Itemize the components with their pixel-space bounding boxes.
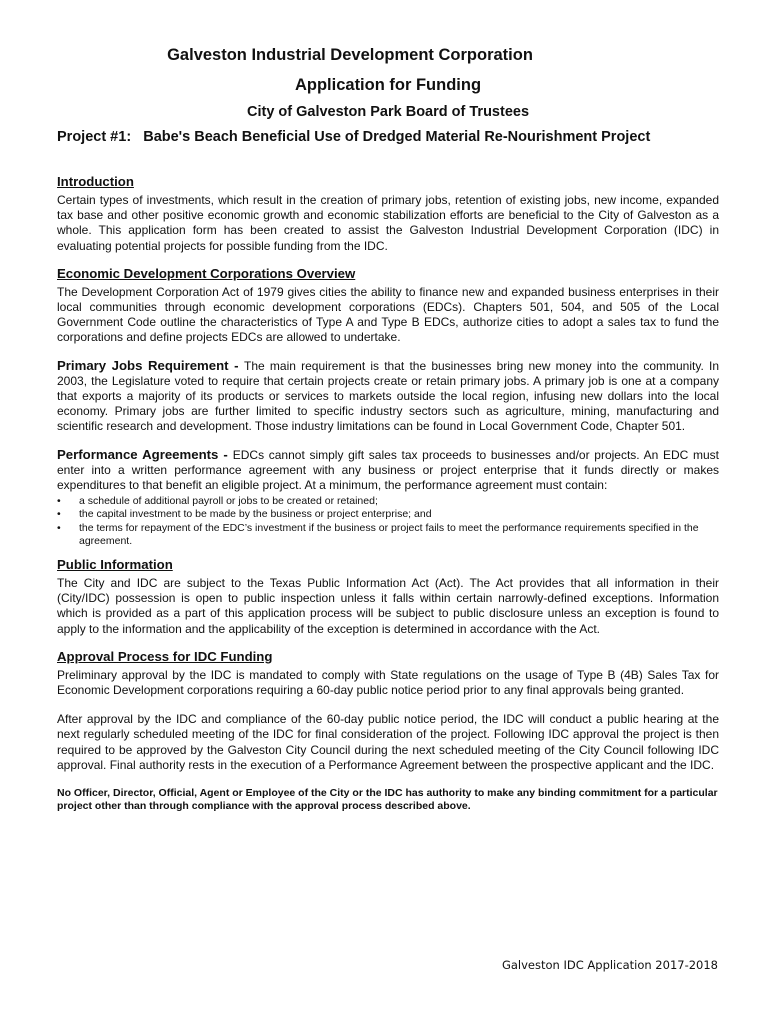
section-introduction [57, 174, 719, 254]
section-performance-agreements [57, 447, 719, 548]
approval-paragraph-2: After approval by the IDC and compliance of the 60-day public notice period, the IDC will conduct a public hearing at the next regularly scheduled meeting of the IDC for final consideration of the project. Following IDC approval the project is then required to be approved by the Galveston City Council during the next scheduled meeting of the City Council following IDC approval. Final authority rests in the execution of a Performance Agreement between the prospective applicant and the IDC. [57, 712, 719, 772]
document-subtitle-application: Application for Funding [294, 76, 482, 94]
section-approval-process [57, 649, 719, 814]
list-item: • a schedule of additional payroll or jobs to be created or retained; [57, 495, 719, 508]
section-heading-public-information: Public Information [57, 557, 173, 573]
page-footer: Galveston IDC Application 2017-2018 [501, 958, 718, 972]
performance-requirements-list [57, 495, 719, 548]
section-heading-approval-process: Approval Process for IDC Funding [57, 648, 273, 664]
primary-jobs-text: The main requirement is that the businesses bring new money into the community. In 2003, the Legislature voted to require that certain projects create or retain primary jobs. A primary job is one at a company that exports a majority of its products or services to markets outside the local region, infusing new dollars into the local economy. Primary jobs are further limited to specific industry sectors such as agriculture, mining, manufacturing and scientific research and development. Those industry limitations can be found in Local Government Code, Chapter 501. [57, 358, 719, 434]
project-title: Project #1: Babe's Beach Beneficial Use of Dredged Material Re-Nourishment Project [57, 129, 651, 145]
approval-paragraph-1: Preliminary approval by the IDC is mandated to comply with State regulations on the usage of Type B (4B) Sales Tax for Economic Development corporations requiring a 60-day public notice period prior to any final approvals being granted. [57, 667, 719, 698]
performance-label: Performance Agreements - [57, 446, 233, 462]
performance-text: EDCs cannot simply gift sales tax proceeds to businesses and/or projects. An EDC must enter into a written performance agreement with any business or project enterprise that it funds directly or makes expenditures to that benefit an eligible project. At a minimum, the performance agreement must contain: [57, 447, 719, 493]
section-heading-introduction: Introduction [57, 174, 134, 189]
introduction-text: Certain types of investments, which result in the creation of primary jobs, retention of existing jobs, new income, expanded tax base and other positive economic growth and economic stabilization efforts are beneficial to the City of Galveston as a whole. This application form has been created to assist the Galveston Industrial Development Corporation (IDC) in evaluating potential projects for possible funding from the IDC. [57, 193, 719, 253]
applicant-name: City of Galveston Park Board of Trustees [246, 104, 530, 120]
primary-jobs-paragraph [57, 358, 719, 435]
binding-commitment-notice: No Officer, Director, Official, Agent or Employee of the City or the IDC has authority to make any binding commitment for a particular project other than through compliance with the approval process described above. [57, 787, 718, 813]
section-heading-edc-overview: Economic Development Corporations Overview [57, 265, 356, 281]
section-public-information [57, 557, 719, 637]
edc-overview-text: The Development Corporation Act of 1979 gives cities the ability to finance new and expanded business enterprises in their local communities through economic development corporations (EDCs). Chapters 501, 504, and 505 of the Local Government Code outline the characteristics of Type A and Type B EDCs, authorize cities to adopt a sales tax to fund the corporations and define projects EDCs are allowed to undertake. [57, 284, 719, 345]
section-primary-jobs [57, 358, 719, 435]
list-item: • the capital investment to be made by the business or project enterprise; and [57, 508, 719, 521]
document-title: Galveston Industrial Development Corporation [167, 46, 533, 64]
list-item: • the terms for repayment of the EDC’s investment if the business or project fails to meet the performance requirements specified in the agreement. [57, 522, 719, 548]
section-edc-overview [57, 266, 719, 346]
primary-jobs-label: Primary Jobs Requirement - [57, 357, 245, 373]
document-body [57, 174, 719, 823]
performance-paragraph [57, 447, 719, 494]
public-information-text: The City and IDC are subject to the Texas Public Information Act (Act). The Act provides that all information in their (City/IDC) possession is open to public inspection unless it falls within certain narrowly-defined exceptions. Information which is provided as a part of this application process will be subject to public disclosure unless an exception is found to apply to the information and the applicability of the exception is determined in accordance with the Act. [57, 576, 719, 636]
